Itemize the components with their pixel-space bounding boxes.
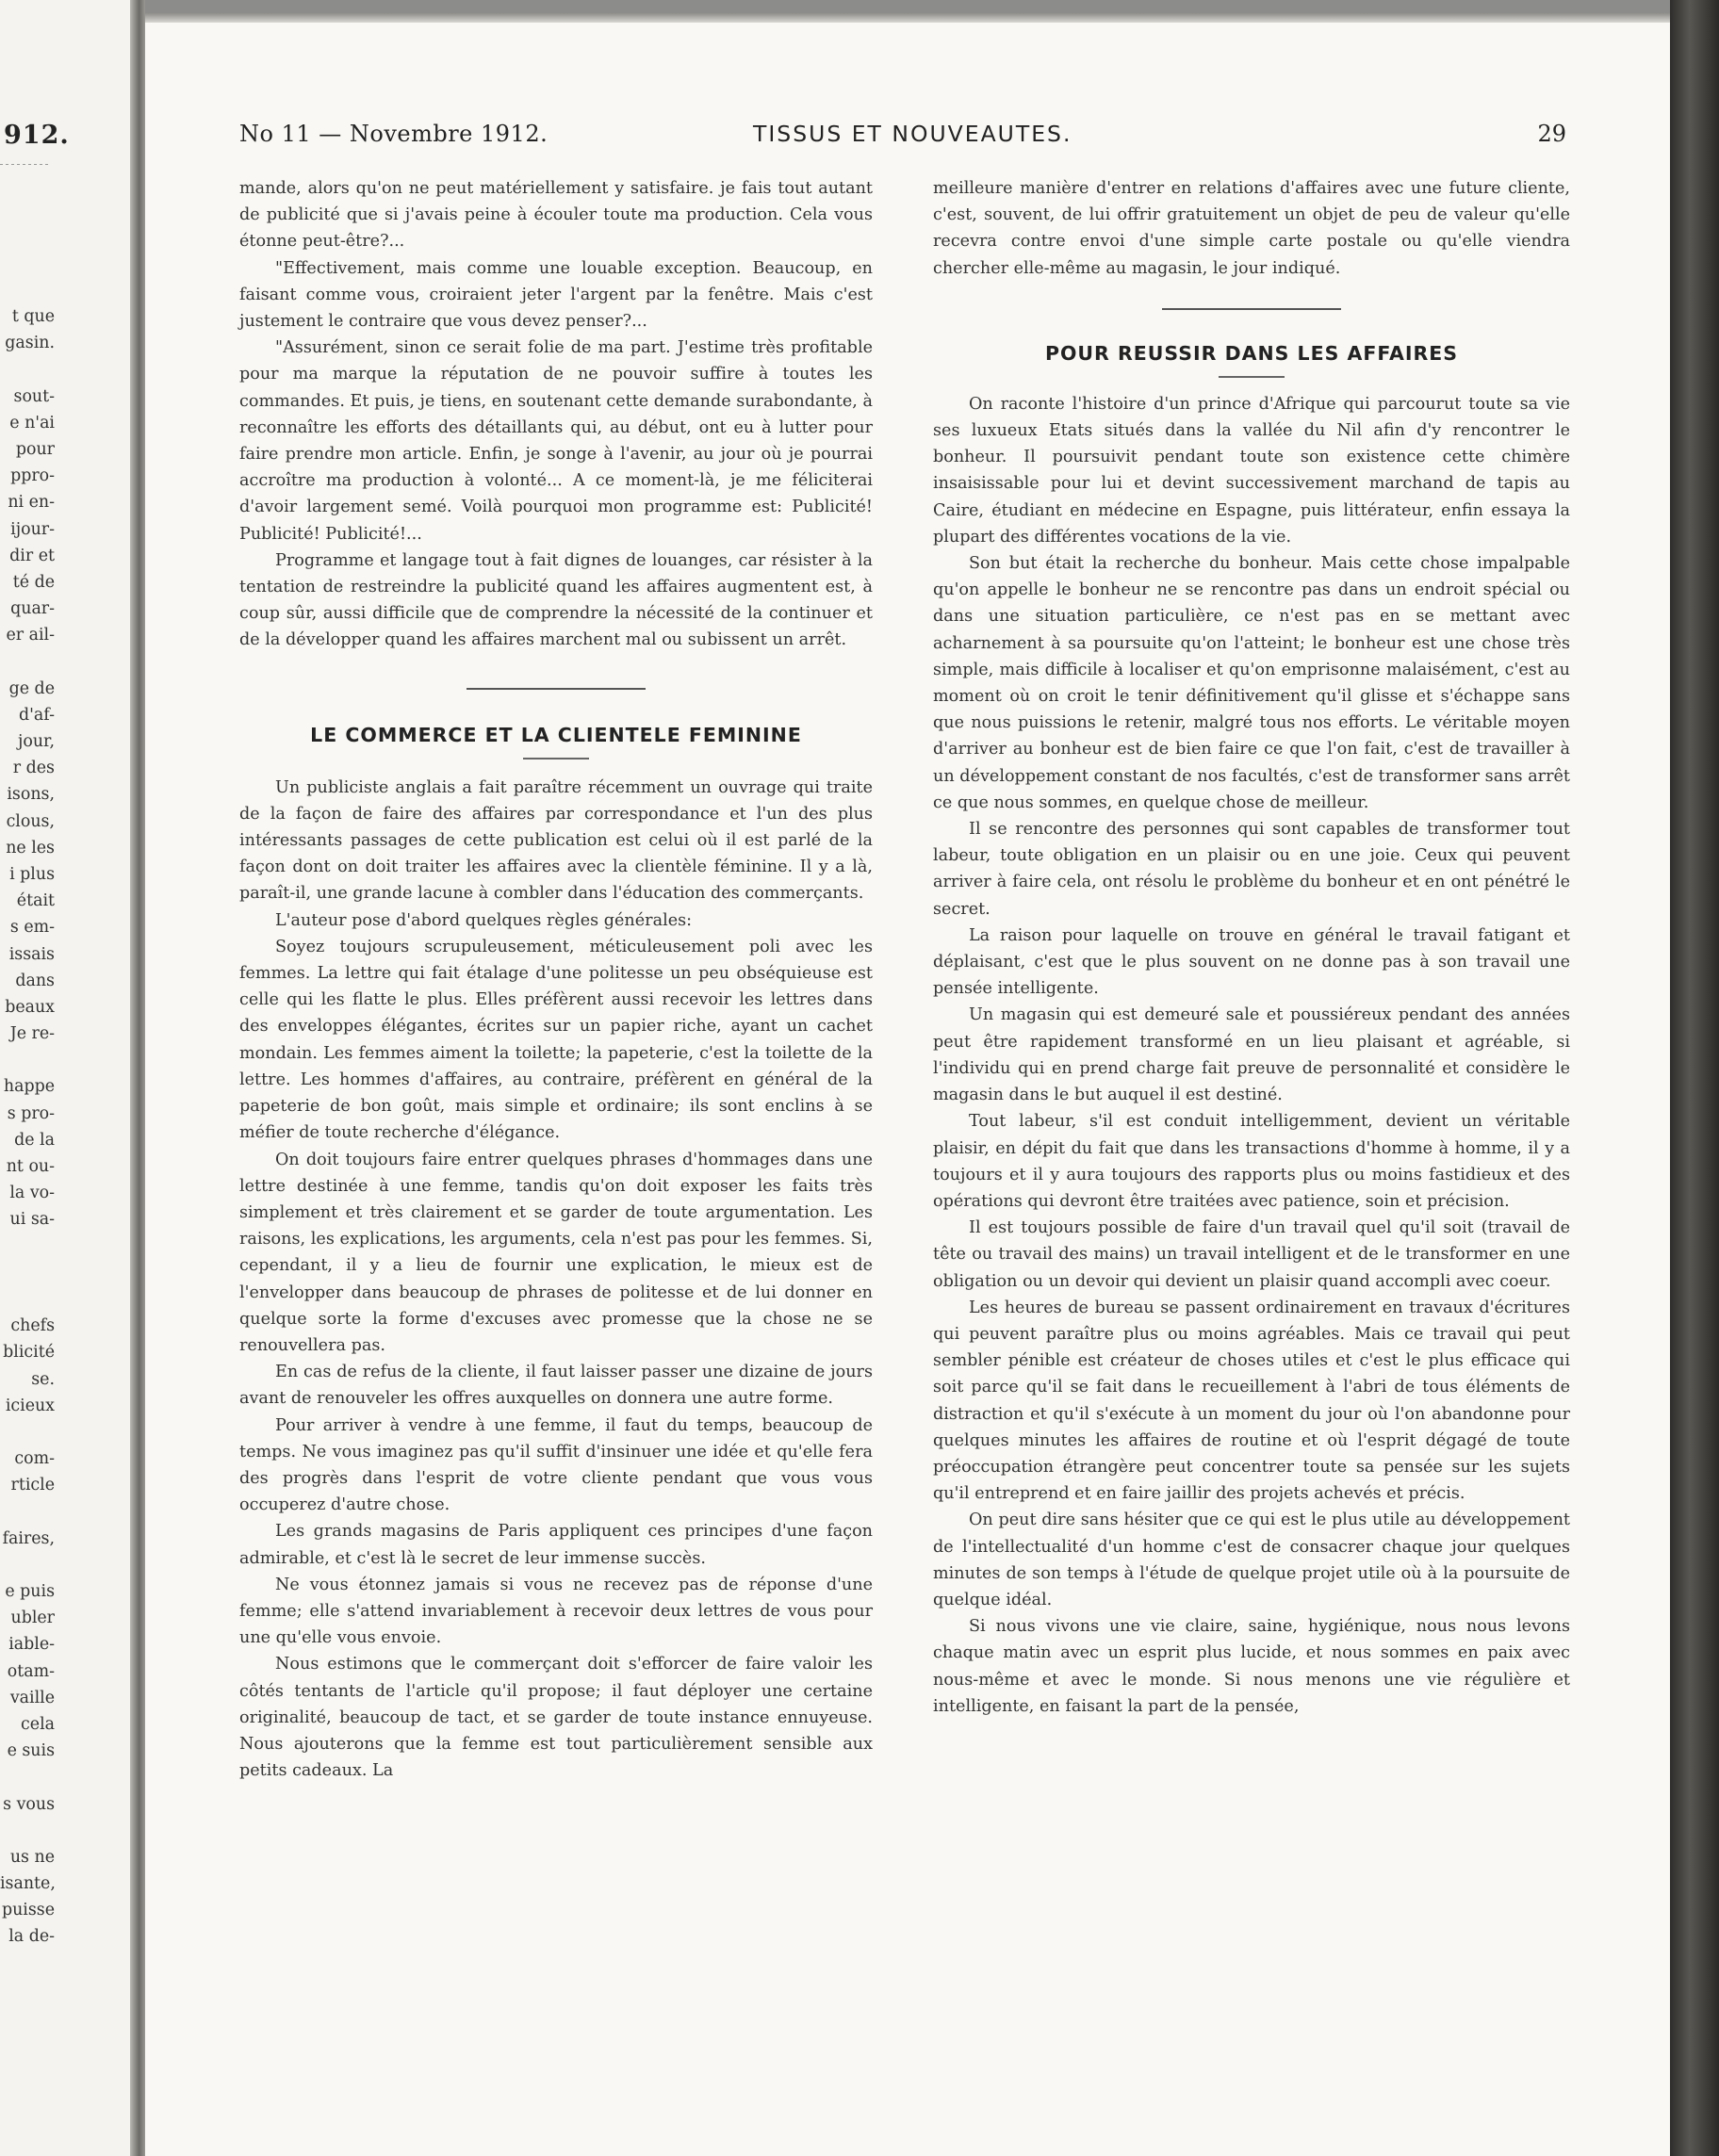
previous-page-line: r des xyxy=(12,759,55,778)
issue-label: No 11 — Novembre 1912. xyxy=(239,121,548,147)
paragraph: meilleure manière d'entrer en relations d'affaires avec une future cliente, c'est, souvent, de lui offrir gratuitement un objet de peu de valeur qu'elle recevra contre envoi d'une simple carte postale ou qu'elle viendra chercher elle-même au magasin, le jour indiqué. xyxy=(933,179,1570,278)
section-title-commerce: LE COMMERCE ET LA CLIENTELE FEMININE xyxy=(310,723,802,746)
paragraph: Si nous vivons une vie claire, saine, hygiénique, nous nous levons chaque matin avec un esprit plus lucide, et nous sommes en paix avec nous-même et avec le monde. Si nous menons une vie régulière et intelligente, en faisant la part de la pensée, xyxy=(933,1617,1570,1716)
paragraph: Nous estimons que le commerçant doit s'efforcer de faire valoir les côtés tentants de l'article qu'il propose; il faut déployer une certaine originalité, beaucoup de tact, et se garder de toute instance ennuyeuse. Nous ajouterons que la femme est tout particulièrement sensible aux petits cadeaux. La xyxy=(239,1655,873,1781)
right-intro-text xyxy=(933,175,1570,282)
previous-page-line: nt ou- xyxy=(6,1157,55,1176)
previous-page-line: ge de xyxy=(8,678,55,698)
previous-page-line: ui sa- xyxy=(9,1210,55,1230)
paragraph: Les grands magasins de Paris appliquent ces principes d'une façon admirable, et c'est là le secret de leur immense succès. xyxy=(239,1522,873,1568)
previous-page-line: clous, xyxy=(6,811,55,831)
previous-page-line: e puis xyxy=(5,1582,55,1601)
previous-page-line xyxy=(0,1419,55,1446)
paragraph: Ne vous étonnez jamais si vous ne recevez pas de réponse d'une femme; elle s'attend invariablement à recevoir deux lettres de vous pour une qu'elle vous envoie. xyxy=(239,1575,873,1648)
previous-page-line: s vous xyxy=(3,1794,55,1814)
previous-page-line: otam- xyxy=(7,1661,55,1681)
paragraph: Pour arriver à vendre à une femme, il faut du temps, beaucoup de temps. Ne vous imaginez pas qu'il suffit d'insinuer une idée et qu'elle fera des progrès dans l'esprit de votre cliente pendant que vous vous occuperez d'autre chose. xyxy=(239,1415,873,1515)
previous-page-line: faires, xyxy=(2,1528,55,1548)
paragraph: L'auteur pose d'abord quelques règles générales: xyxy=(275,910,693,930)
previous-page-line: la vo- xyxy=(9,1184,55,1203)
paragraph: On doit toujours faire entrer quelques phrases d'hommages dans une lettre destinée à une femme, tandis qu'on doit exposer les faits très simplement et très clairement et se garder de toute argumentation. Les raisons, les explications, les arguments, cela n'est pas pour les femmes. Si, cependant, il y a lieu de fournir une explication, le mieux est de l'envelopper dans beaucoup de phrases de politesse et de lui donner en quelque sorte la forme d'excuses avec promesse que la chose ne se renouvellera pas. xyxy=(239,1150,873,1355)
previous-page-line xyxy=(0,1047,55,1073)
previous-page-line: beaux xyxy=(5,997,55,1017)
previous-page-line: happe xyxy=(3,1077,55,1097)
previous-page-line xyxy=(0,648,55,675)
previous-page-line: s em- xyxy=(9,918,55,938)
previous-page-line: vaille xyxy=(9,1688,55,1707)
previous-page-line: quar- xyxy=(10,599,55,619)
paragraph: Programme et langage tout à fait dignes de louanges, car résister à la tentation de restreindre la publicité quand les affaires augmentent est, à coup sûr, aussi difficile que de comprendre la nécessité de la continuer et de la développer quand les affaires marchent mal ou subissent un arrêt. xyxy=(239,550,873,650)
previous-page-line: se. xyxy=(31,1369,55,1389)
previous-page-line: gasin. xyxy=(5,334,55,353)
paragraph: Son but était la recherche du bonheur. Mais cette chose impalpable qu'on appelle le bonheur ne se rencontre pas dans un endroit spécial ou dans une situation particulière, ce n'est pas en se mettant avec acharnement à sa poursuite qu'on l'atteint; le bonheur est une chose très simple, mais difficile à localiser et qu'on emprisonne malaisément, c'est au moment où on croit le tenir définitivement qu'il glisse et s'échappe sans que nous puissions le retenir, malgré tous nos efforts. Le véritable moyen d'arriver au bonheur est de bien faire ce que l'on fait, c'est de travailler à un développement constant de nos facultés, c'est de transformer sans arrêt ce que nous sommes, en quelque chose de meilleur. xyxy=(933,554,1570,812)
previous-page-line xyxy=(0,1286,55,1313)
previous-page-line: e suis xyxy=(7,1741,55,1761)
page-top-edge xyxy=(145,13,1670,23)
previous-page-line: cela xyxy=(21,1714,55,1734)
paragraph: La raison pour laquelle on trouve en général le travail fatigant et déplaisant, c'est que le plus souvent on ne donne pas à son travail une pensée intelligente. xyxy=(933,925,1570,999)
previous-page-line: chefs xyxy=(10,1316,55,1336)
previous-page-line: ijour- xyxy=(10,519,55,539)
left-intro-text xyxy=(239,175,873,654)
book-gutter xyxy=(130,0,145,2156)
previous-page-line: issais xyxy=(8,944,55,964)
previous-page-line: Je re- xyxy=(9,1024,55,1044)
right-column xyxy=(933,175,1570,1720)
previous-page-line: la de- xyxy=(8,1927,55,1947)
previous-page-line: ni en- xyxy=(8,493,55,513)
paragraph: En cas de refus de la cliente, il faut laisser passer une dizaine de jours avant de renouveler les offres auxquelles on donnera une autre forme. xyxy=(239,1363,873,1409)
previous-page-line: e n'ai xyxy=(9,413,55,433)
previous-page-line: ppro- xyxy=(10,466,55,486)
previous-page-line: isons, xyxy=(7,785,55,805)
previous-page-line: sout- xyxy=(13,386,55,406)
paragraph: On peut dire sans hésiter que ce qui est le plus utile au développement de l'intellectualité d'un homme c'est de consacrer chaque jour quelques minutes de son temps à l'étude de quelque projet utile où à la poursuite de quelque idéal. xyxy=(933,1511,1570,1609)
previous-page-line: pour xyxy=(15,439,55,459)
book-right-edge xyxy=(1670,0,1719,2156)
previous-page-line xyxy=(0,1764,55,1790)
previous-page-line: com- xyxy=(14,1449,55,1469)
previous-page-line: dir et xyxy=(9,546,55,565)
previous-page-text-fragments xyxy=(0,303,55,1951)
previous-page-line xyxy=(0,356,55,383)
previous-page-line: ubler xyxy=(10,1609,55,1628)
paragraph: Les heures de bureau se passent ordinairement en travaux d'écritures qui peuvent paraître plus ou moins agréables. Mais ce travail qui peut sembler pénible est créateur de choses utiles et c'est le plus efficace qui soit parce qu'il se fait dans le recueillement à l'abri de tous éléments de distraction et qu'il s'exécute à un moment du jour où l'on abandonne pour quelques minutes les affaires de routine et où l'esprit dégagé de toute préoccupation étrangère peut concentrer toute sa pensée sur les sujets qu'il entreprend et en faire jaillir des projets achevés et précis. xyxy=(933,1298,1570,1504)
previous-page-line: puisse xyxy=(1,1901,55,1920)
previous-page-line: us ne xyxy=(9,1847,55,1867)
paragraph: "Effectivement, mais comme une louable exception. Beaucoup, en faisant comme vous, croiraient jeter l'argent par la fenêtre. Mais c'est justement le contraire que vous devez penser?... xyxy=(239,258,873,332)
paragraph: mande, alors qu'on ne peut matériellement y satisfaire. je fais tout autant de publicité que si j'avais peine à écouler toute ma production. Cela vous étonne peut-être?... xyxy=(239,179,873,252)
previous-page-line: ne les xyxy=(6,838,55,858)
previous-page-line: était xyxy=(16,891,55,911)
previous-page-line: dans xyxy=(15,971,55,990)
previous-page-line: isante, xyxy=(0,1874,56,1894)
previous-page-line xyxy=(0,1233,55,1260)
commerce-article-text xyxy=(239,775,873,1785)
paragraph: Tout labeur, s'il est conduit intelligemment, devient un véritable plaisir, en dépit du fait que dans les transactions d'homme à homme, il y a toujours et il y aura toujours des rapports plus ou moins fastidieux et des opérations qui devront être traitées avec patience, soin et précision. xyxy=(933,1112,1570,1211)
previous-page-line xyxy=(0,1498,55,1525)
running-header xyxy=(239,121,1566,155)
previous-page-line: té de xyxy=(12,572,55,592)
paragraph: Il est toujours possible de faire d'un travail quel qu'il soit (travail de tête ou travail des mains) un travail intelligent et de le transformer en une obligation ou un devoir qui devient un plaisir quand accompli avec coeur. xyxy=(933,1218,1570,1291)
paragraph: Soyez toujours scrupuleusement, méticuleusement poli avec les femmes. La lettre qui fait étalage d'une politesse un peu obséquieuse est celle qui les flatte le plus. Elles préfèrent aussi recevoir les lettres dans des enveloppes élégantes, écrites sur un papier riche, ayant un cachet mondain. Les femmes aiment la toilette; la papeterie, c'est la toilette de la lettre. Les hommes d'affaires, au contraire, préfèrent en général de la papeterie de bon goût, mais simple et ordinaire; ils sont enclins à se méfier de toute recherche d'élégance. xyxy=(239,937,873,1143)
paragraph: Un magasin qui est demeuré sale et poussiéreux pendant des années peut être rapidement transformé en un lieu plaisant et agréable, si l'individu qui en prend charge fait preuve de personnalité et considère le magasin dans le but auquel il est destiné. xyxy=(933,1005,1570,1105)
previous-page-line: iable- xyxy=(8,1635,55,1655)
left-column xyxy=(239,175,873,1784)
paragraph: On raconte l'histoire d'un prince d'Afrique qui parcourut toute sa vie ses luxueux Etats situés dans la vallée du Nil afin d'y rencontrer le bonheur. Il poursuivit pendant toute son existence cette chimère insaisissable pour lui et devint successivement marchand de tapis au Caire, étudiant en médecine en Espagne, puis littérateur, enfin essaya la plupart des différentes vocations de la vie. xyxy=(933,394,1570,547)
previous-page-line: rticle xyxy=(10,1476,55,1495)
page-number: 29 xyxy=(1537,121,1566,147)
paragraph: Il se rencontre des personnes qui sont capables de transformer tout labeur, toute obligation en un plaisir ou en une joie. Ceux qui peuvent arriver à faire cela, ont résolu le problème du bonheur et en ont pénétré le secret. xyxy=(933,820,1570,919)
previous-page-line: i plus xyxy=(9,864,55,884)
previous-page-rule xyxy=(0,164,49,165)
previous-page-line: de la xyxy=(14,1130,55,1150)
journal-title: TISSUS ET NOUVEAUTES. xyxy=(753,121,1072,147)
previous-page-line: s pro- xyxy=(7,1103,55,1123)
previous-page-line: jour, xyxy=(18,732,55,751)
previous-page-line: blicité xyxy=(3,1343,55,1363)
section-title-reussir: POUR REUSSIR DANS LES AFFAIRES xyxy=(1044,341,1459,365)
previous-page-line: d'af- xyxy=(19,705,55,725)
reussir-article-text xyxy=(933,391,1570,1720)
previous-page-number: 912. xyxy=(4,121,70,150)
previous-page-line xyxy=(0,1260,55,1286)
paragraph: Un publiciste anglais a fait paraître récemment un ouvrage qui traite de la façon de faire des affaires par correspondance et l'un des plus intéressants passages de cette publication est celui où il est parlé de la façon dont on doit traiter les affaires avec la clientèle féminine. Il y a là, paraît-il, une grande lacune à combler dans l'éducation des commerçants. xyxy=(239,777,873,904)
previous-page-line xyxy=(0,1552,55,1578)
previous-page-edge xyxy=(0,0,141,2156)
previous-page-line: er ail- xyxy=(6,626,55,645)
previous-page-line: icieux xyxy=(5,1396,55,1415)
paragraph: "Assurément, sinon ce serait folie de ma part. J'estime très profitable pour ma marque la réputation de ne pouvoir suffire à toutes les commandes. Et puis, je tiens, en soutenant cette demande surabondante, à reconnaître les efforts des détaillants qui, au début, ont eu à lutter pour faire prendre mon article. Enfin, je songe à l'avenir, au jour où je pourrai accroître ma production à volonté... A ce moment-là, je me féliciterai d'avoir largement semé. Voilà pourquoi mon programme est: Publicité! Publicité! Publicité!... xyxy=(239,338,873,544)
previous-page-line: t que xyxy=(11,307,55,326)
previous-page-line xyxy=(0,1818,55,1844)
